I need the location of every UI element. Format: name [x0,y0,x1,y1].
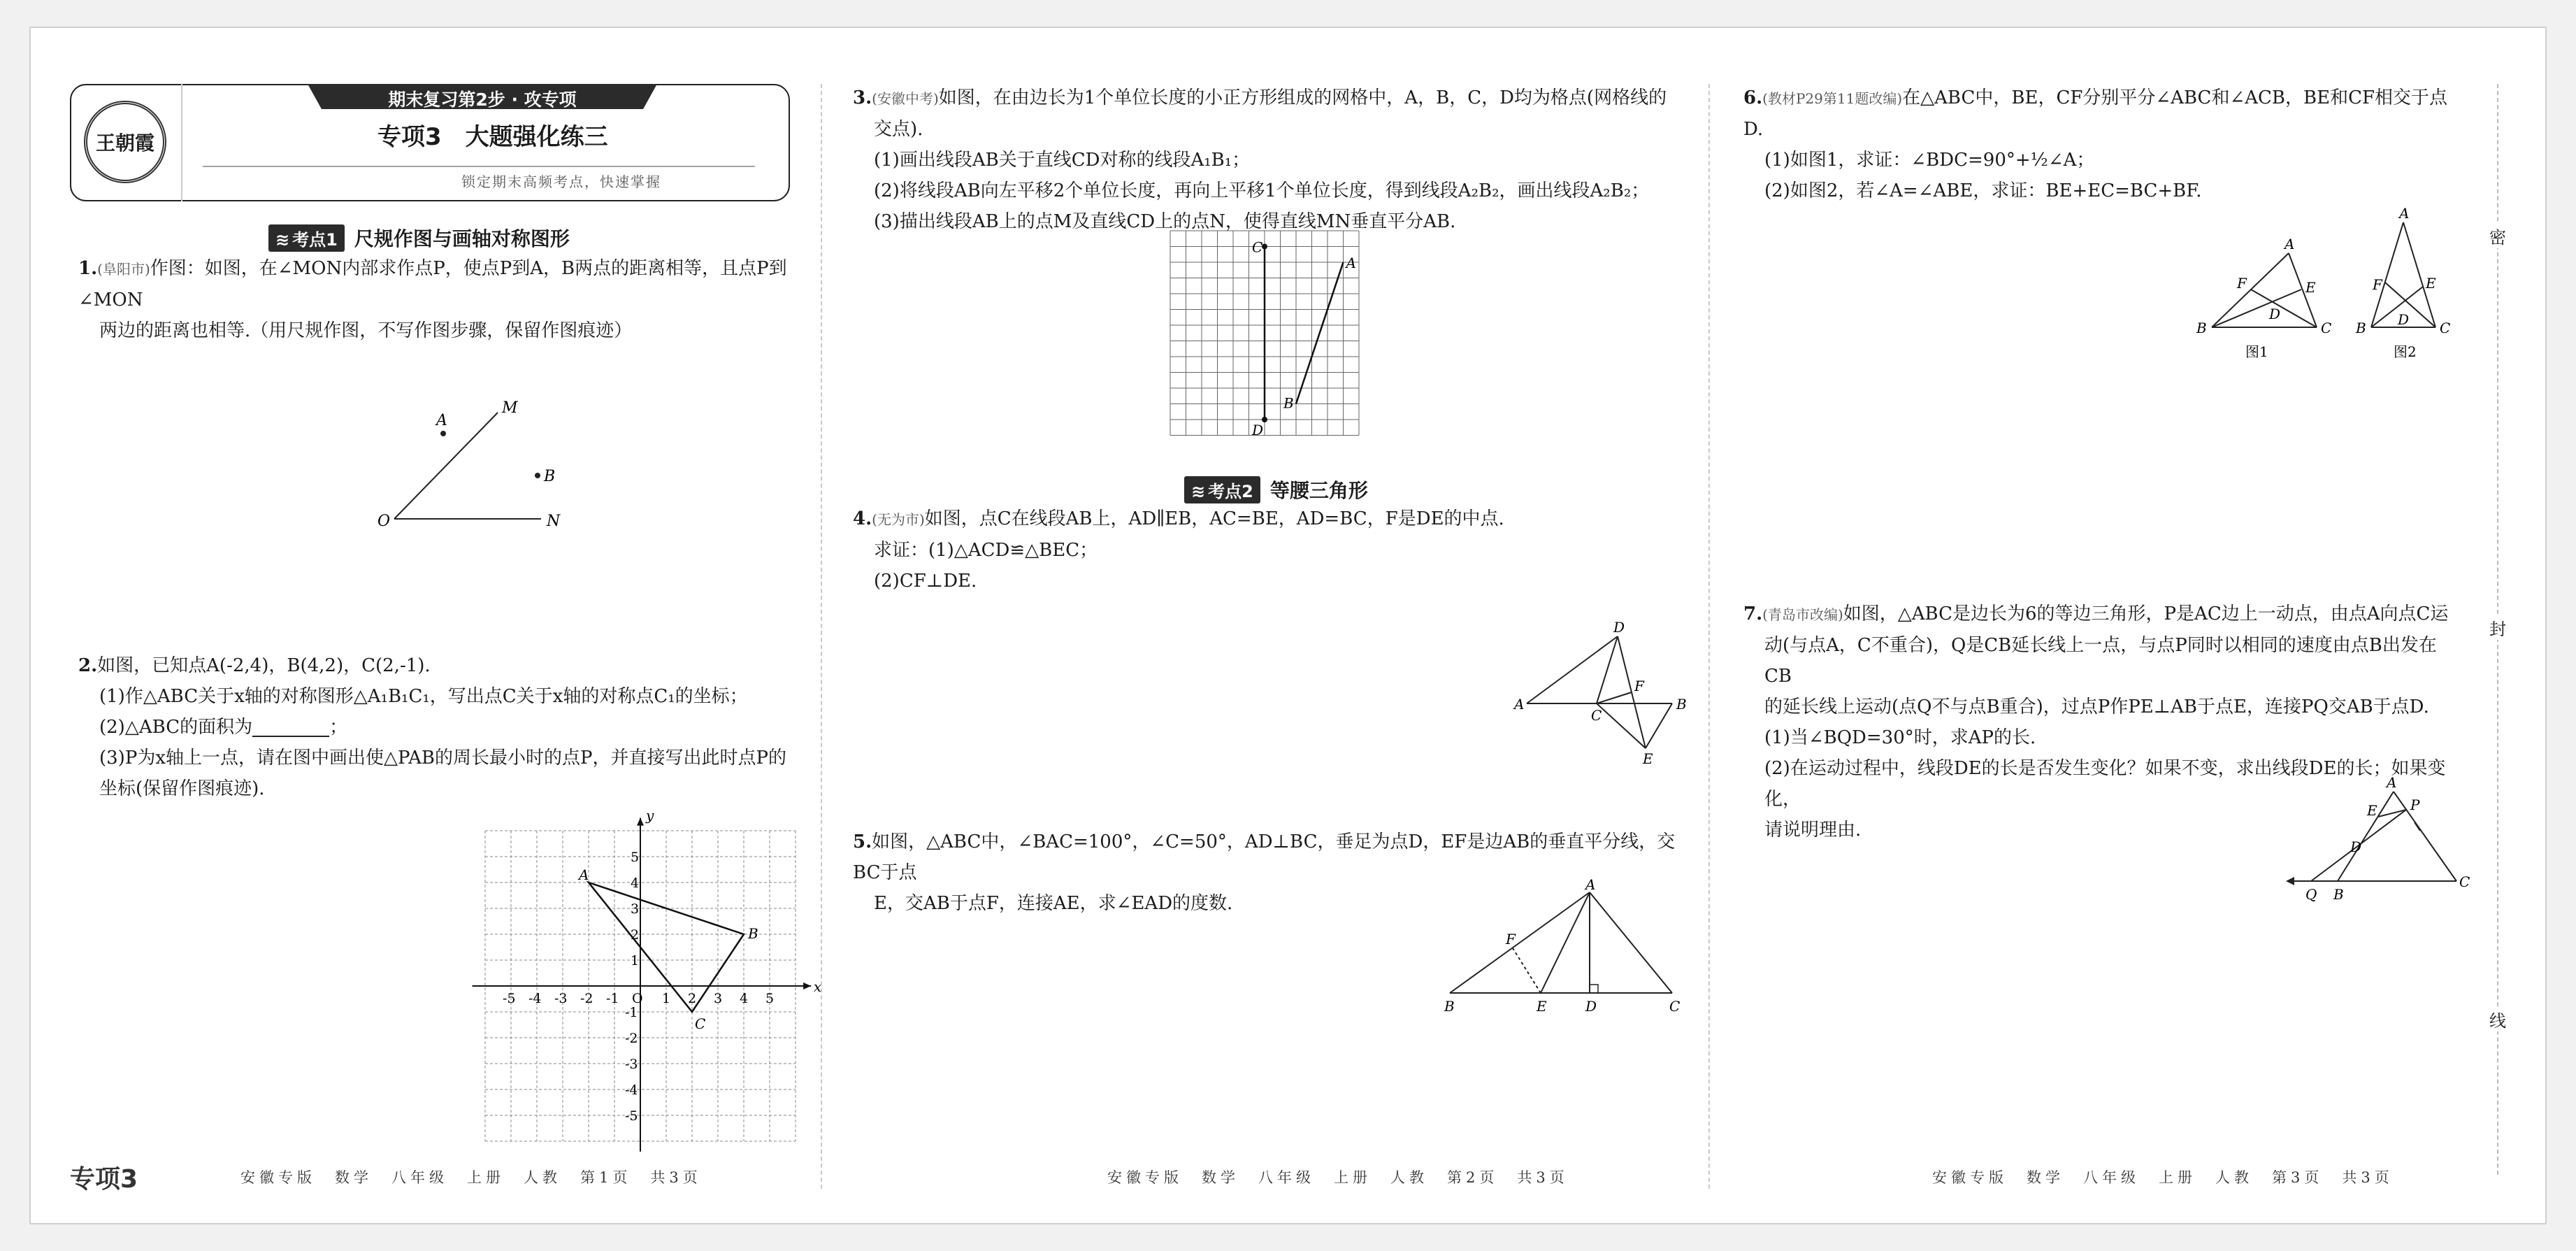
kaodian-2-heading [1184,476,1368,503]
point-B-label: B [748,925,758,942]
q3-part-3: (3)描出线段AB上的点M及直线CD上的点N，使得直线MN垂直平分AB. [874,211,1456,232]
y-tick-label: 5 [631,850,640,865]
q7-source: (青岛市改编) [1762,606,1843,623]
x-tick-label: 5 [765,991,775,1006]
x-tick-label: -2 [580,991,593,1006]
q7-label-B: B [2333,886,2344,903]
q7-label-P: P [2410,796,2420,813]
q3-part-1: (1)画出线段AB关于直线CD对称的线段A₁B₁； [874,150,1251,171]
q2-text: 如图，已知点A(-2,4)，B(4,2)，C(2,-1). [97,655,431,676]
x-tick-label: -5 [503,991,516,1006]
q5-label-A: A [1585,876,1596,893]
y-axis-arrow [637,818,644,826]
q6-fig2-caption: 图2 [2394,343,2417,360]
point-C-label: C [695,1015,706,1032]
y-tick-label: -5 [625,1108,638,1124]
x-axis-label: x [813,978,822,995]
q5-text-2: E，交AB于点F，连接AE，求∠EAD的度数. [874,893,1233,914]
label-A: A [436,412,447,429]
point-A-label: A [1346,255,1356,271]
segment-AB [1296,262,1344,404]
kaodian-2-tag: ≋ 考点2 [1184,476,1260,503]
q6-text: 在△ABC中，BE，CF分别平分∠ABC和∠ACB，BE和CF相交于点D. [1743,87,2448,140]
q3-grid-figure [1163,224,1387,462]
q6-part-2: (2)如图2，若∠A=∠ABE，求证：BE+EC=BC+BF. [1764,180,2202,201]
side-mark-feng: 封 [2487,615,2508,640]
q7-text-2: 动(与点A，C不重合)，Q是CB延长线上一点，与点P同时以相同的速度由点B出发在CB [1764,635,2437,687]
question-6 [1743,83,2456,206]
y-tick-label: -1 [625,1005,638,1020]
footer-page-3: 安徽专版 数学 八年级 上册 人教 第3页 共3页 [1932,1169,2394,1186]
q6f2-label-C: C [2440,320,2451,336]
q2-answer-blank[interactable] [252,719,329,737]
label-O: O [377,513,391,530]
point-B-label: B [1283,394,1294,412]
q4-figure [1513,608,1694,769]
q6f2-label-F: F [2373,276,2382,293]
q7-part-1: (1)当∠BQD=30°时，求AP的长. [1764,727,2036,748]
column-2 [828,28,1708,1226]
x-tick-label: 1 [662,991,671,1006]
column-3 [1715,28,2484,1226]
logo-seal [84,101,166,183]
kaodian-2-title: 等腰三角形 [1269,479,1368,502]
header-banner [70,84,790,201]
q4-text: 如图，点C在线段AB上，AD∥EB，AC=BE，AD=BC，F是DE的中点. [924,508,1504,529]
q6f1-label-A: A [2284,236,2295,252]
y-tick-label: -3 [625,1057,638,1072]
q4-label-B: B [1676,696,1687,713]
q4-label-D: D [1613,619,1625,636]
x-tick-label: 4 [740,991,749,1006]
question-1 [78,253,812,346]
side-mark-xian: 线 [2487,1007,2508,1031]
q7-text: 如图，△ABC是边长为6的等边三角形，P是AC边上一动点，由点A向点C运 [1843,603,2449,624]
page-title: 专项3 大题强化练三 [377,123,608,151]
stage-label: 期末复习第2步 · 攻专项 [388,90,577,110]
q4-number: 4. [853,508,872,529]
q2-coordinate-grid [485,807,822,1147]
side-mark-mi: 密 [2487,224,2508,248]
q6f2-label-B: B [2356,320,2366,336]
q7-label-Q: Q [2305,886,2317,903]
page-subtitle: 锁定期末高频考点，快速掌握 [461,173,661,190]
exam-sheet [29,27,2547,1224]
q7-figure [2247,776,2477,902]
x-tick-label: -3 [554,991,568,1006]
q6f2-label-E: E [2426,275,2436,292]
q5-label-F: F [1506,931,1516,948]
q2-part-3: (3)P为x轴上一点，请在图中画出使△PAB的周长最小时的点P，并直接写出此时点P的 [99,748,786,769]
wave-icon: ≋ [1191,482,1206,501]
y-tick-label: -2 [625,1031,638,1046]
q4-label-A: A [1514,696,1525,713]
question-3 [853,83,1692,237]
point-A-label: A [579,866,589,883]
q7-label-C: C [2459,873,2470,890]
label-N: N [547,513,561,530]
wave-icon: ≋ [275,230,290,250]
q7-label-E: E [2367,802,2377,819]
point-D-label: D [1252,422,1264,438]
q6f2-label-D: D [2398,311,2410,328]
q6-figures [2184,203,2477,364]
column-divider-2 [1708,84,1710,1189]
q6f1-label-C: C [2321,320,2332,336]
kaodian-1-tag: ≋ 考点1 [268,224,345,252]
q7-part-2b: 请说明理由. [1764,820,1862,841]
q2-part-3b: 坐标(保留作图痕迹). [99,778,265,799]
kaodian-1-heading [268,224,570,252]
q1-source: (阜阳市) [97,261,150,278]
label-B: B [544,468,556,485]
q6f1-label-D: D [2269,306,2281,322]
q2-part-1: (1)作△ABC关于x轴的对称图形△A₁B₁C₁，写出点C关于x轴的对称点C₁的坐标； [99,686,748,707]
question-2 [78,650,812,804]
q5-label-C: C [1669,998,1681,1015]
question-4 [853,503,1692,596]
q4-label-E: E [1643,750,1653,767]
q6-fig1-caption: 图1 [2245,343,2268,360]
x-axis-arrow [803,982,811,989]
q6f2-label-A: A [2399,205,2410,222]
q4-text-2: 求证：(1)△ACD≌△BEC； [874,540,1098,561]
y-tick-label: 3 [631,901,640,917]
q5-figure [1436,876,1688,1021]
point-C-label: C [1252,238,1263,256]
q3-part-2: (2)将线段AB向左平移2个单位长度，再向上平移1个单位长度，得到线段A₂B₂，画出线段A₂B₂； [874,180,1650,201]
kaodian-1-title: 尺规作图与画轴对称图形 [354,227,570,250]
q3-text-2: 交点). [874,119,923,140]
y-tick-label: 4 [631,875,640,891]
q6-part-1: (1)如图1，求证：∠BDC=90°+½∠A； [1764,150,2095,171]
q7-number: 7. [1743,603,1763,624]
q3-text: 如图，在由边长为1个单位长度的小正方形组成的网格中，A，B，C，D均为格点(网格线的 [938,87,1667,108]
q5-label-E: E [1537,998,1547,1015]
y-tick-label: -4 [625,1082,638,1098]
x-tick-label: -4 [528,991,542,1006]
q4-label-F: F [1634,678,1644,694]
q1-number: 1. [78,258,98,279]
x-tick-label: O [632,991,643,1006]
logo-text: 王朝霞 [95,131,154,155]
y-axis-label: y [646,807,654,824]
footer-page-2: 安徽专版 数学 八年级 上册 人教 第2页 共3页 [1107,1169,1569,1186]
q6-source: (教材P29第11题改编) [1762,90,1903,107]
q4-source: (无为市) [872,511,925,528]
y-tick-label: 2 [631,927,640,943]
label-M: M [502,399,518,417]
x-tick-label: 3 [714,991,723,1006]
q6f1-label-B: B [2196,320,2207,336]
q3-number: 3. [853,87,872,108]
q2-number: 2. [78,655,98,676]
footer-label: 专项3 [70,1165,138,1194]
q1-figure [366,392,576,538]
footer-page-1: 安徽专版 数学 八年级 上册 人教 第1页 共3页 [240,1169,702,1186]
column-1 [31,28,821,1226]
q1-text-2: 两边的距离也相等.（用尺规作图，不写作图步骤，保留作图痕迹） [99,320,633,341]
q4-text-3: (2)CF⊥DE. [874,571,977,592]
q6f1-label-F: F [2237,275,2247,292]
x-tick-label: -1 [606,991,619,1006]
q5-number: 5. [853,831,872,852]
column-divider-1 [821,84,822,1189]
q3-source: (安徽中考) [872,90,939,107]
q6f1-label-E: E [2305,279,2316,296]
q7-label-D: D [2350,838,2362,855]
x-tick-label: 2 [688,991,697,1006]
q2-part-2: (2)△ABC的面积为 [99,717,253,738]
q6-number: 6. [1743,87,1763,108]
y-tick-label: 1 [631,953,640,968]
q2-part-2-suffix: ； [329,717,348,738]
q4-label-C: C [1591,707,1602,724]
q7-text-3: 的延长线上运动(点Q不与点B重合)，过点P作PE⊥AB于点E，连接PQ交AB于点D. [1764,696,2429,717]
q7-label-A: A [2387,774,2397,791]
q5-label-D: D [1585,998,1597,1015]
q7-part-2: (2)在运动过程中，线段DE的长是否发生变化？如果不变，求出线段DE的长；如果变化， [1764,758,2446,810]
q1-text: 作图：如图，在∠MON内部求作点P，使点P到A，B两点的距离相等，且点P到∠MON [78,258,787,310]
q5-text: 如图，△ABC中，∠BAC=100°，∠C=50°，AD⊥BC，垂足为点D，EF是边AB的垂直平分线，交BC于点 [853,831,1676,883]
q5-label-B: B [1444,998,1455,1015]
